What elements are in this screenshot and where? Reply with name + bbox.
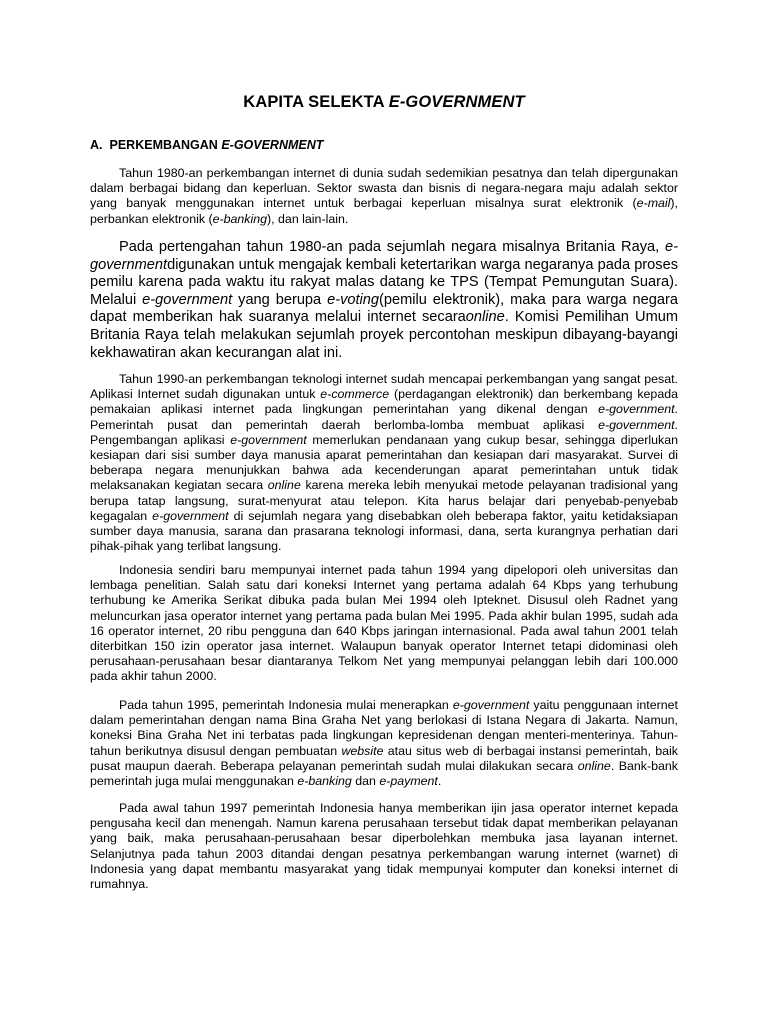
text-run: Pada pertengahan tahun 1980-an pada sejumlah negara misalnya Britania Raya,	[119, 239, 666, 255]
text-run: . Komisi Pemilihan Umum Britania Raya telah melakukan sejumlah proyek percontohan meskipun dibayang-bayangi kekhawatiran akan kecurangan alat ini.	[90, 309, 678, 361]
text-run: ), perbankan elektronik (	[90, 196, 678, 226]
text-run: memerlukan pendanaan yang cukup besar, sehingga diperlukan kesiapan dari sisi sumber daya manusia aparat pemerintahan dan kesiapan dari masyarakat. Survei di beberapa negara menunjukkan bahwa ada kecenderungan aparat pemerintahan untuk tidak melaksanakan kegiatan secara	[90, 432, 678, 493]
italic-text-run: online	[577, 758, 611, 773]
title-text: KAPITA SELEKTA	[243, 93, 389, 111]
italic-text-run: e-government	[230, 432, 307, 447]
italic-text-run: e-mail	[636, 196, 671, 211]
text-run: yaitu penggunaan internet dalam pemerintahan dengan nama Bina Graha Net yang berlokasi di Istana Negara di Jakarta. Namun, koneksi Bina Graha Net ini terbatas pada lingkungan kepresidenan dengan menteri-menterinya. Tahun-tahun berikutnya disusul dengan pembuatan	[90, 698, 678, 758]
text-run: (pemilu elektronik), maka para warga negara dapat memberikan hak suaranya melalui internet secara	[90, 291, 678, 326]
italic-text-run: e-voting	[327, 291, 380, 308]
text-run: di sejumlah negara yang disebabkan oleh beberapa faktor, yaitu ketidaksiapan sumber daya manusia, sarana dan prasarana teknologi informasi, dana, serta kurangnya perhatian dari pihak-pihak yang terlibat langsung.	[90, 508, 678, 554]
italic-text-run: e-government	[142, 291, 233, 308]
paragraph-4	[90, 563, 678, 685]
italic-text-run: e-commerce	[320, 387, 390, 402]
paragraph-2	[90, 239, 678, 362]
italic-text-run: online	[267, 478, 301, 493]
text-run: karena mereka lebih menyukai metode pelayanan tradisional yang berupa tatap langsung, surat-menyurat atau telepon. Kita harus belajar dari penyebab-penyebab kegagalan	[90, 478, 678, 523]
italic-text-run: e-banking	[212, 211, 268, 226]
section-heading-italic-text: E-GOVERNMENT	[221, 138, 324, 152]
title-italic-text: E-GOVERNMENT	[388, 93, 525, 111]
text-run: digunakan untuk mengajak kembali ketertarikan warga negaranya pada proses pemilu karena pada waktu itu rakyat malas datang ke TPS (Tempat Pemungutan Suara). Melalui	[90, 256, 678, 308]
text-run: Pada tahun 1995, pemerintah Indonesia mulai menerapkan	[119, 698, 453, 712]
section-number: A.	[90, 138, 103, 152]
text-run: . Pengembangan aplikasi	[90, 417, 678, 447]
italic-text-run: website	[341, 743, 384, 758]
italic-text-run: e-government	[598, 417, 675, 432]
paragraph-1	[90, 166, 678, 227]
text-run: . Pemerintah pusat dan pemerintah daerah berlomba-lomba membuat aplikasi	[90, 402, 678, 432]
text-run: ), dan lain-lain.	[267, 211, 349, 226]
text-run: yang berupa	[232, 291, 328, 308]
italic-text-run: e-government	[452, 698, 530, 712]
italic-text-run: e-payment	[379, 774, 438, 789]
paragraph-6	[90, 801, 678, 892]
paragraph-3	[90, 372, 678, 554]
text-run: Indonesia sendiri baru mempunyai internet pada tahun 1994 yang dipelopori oleh universitas dan lembaga penelitian. Salah satu dari koneksi Internet yang pertama adalah 64 Kbps yang terhubung terhubung ke Amerika Serikat dibuka pada bulan Mei 1994 oleh Ipteknet. Disusul oleh Radnet yang meluncurkan jasa operator internet yang pertama pada bulan Mei 1995. Pada akhir bulan 1995, sudah ada 16 operator internet, 20 ribu pengguna dan 640 Kbps jaringan internasional. Pada awal tahun 2001 telah diterbitkan 150 izin operator jasa internet. Walaupun banyak operator Internet tetapi didominasi oleh perusahaan-perusahaan besar diantaranya Telkom Net yang mempunyai pelanggan lebih dari 100.000 pada akhir tahun 2000.	[90, 563, 678, 684]
text-run: . Bank-bank pemerintah juga mulai menggunakan	[90, 758, 678, 789]
text-run: Tahun 1990-an perkembangan teknologi internet sudah mencapai perkembangan yang sangat pesat. Aplikasi Internet sudah digunakan untuk	[90, 372, 678, 402]
section-heading-text: PERKEMBANGAN	[109, 138, 222, 152]
text-run: .	[437, 774, 442, 789]
paragraph-5	[90, 698, 678, 789]
italic-text-run: e-government	[152, 508, 229, 523]
text-run: Tahun 1980-an perkembangan internet di dunia sudah sedemikian pesatnya dan telah dipergunakan dalam berbagai bidang dan keperluan. Sektor swasta dan bisnis di negara-negara maju adalah sektor yang banyak menggunakan internet untuk berbagai keperluan misalnya surat elektronik (	[90, 166, 678, 211]
text-run: dan	[351, 774, 380, 789]
text-run: Pada awal tahun 1997 pemerintah Indonesia hanya memberikan ijin jasa operator internet kepada pengusaha kecil dan menengah. Namun karena perusahaan tersebut tidak dapat memberikan pelayanan yang baik, maka perusahaan-perusahaan besar diperbolehkan membuka jasa layanan internet. Selanjutnya pada tahun 2003 ditandai dengan pesatnya perkembangan warung internet (warnet) di Indonesia yang dapat membantu masyarakat yang tidak mempunyai komputer dan koneksi internet di rumahnya.	[90, 801, 678, 892]
text-run: (perdagangan elektronik) dan berkembang kepada pemakaian aplikasi internet pada lingkungan pemerintahan yang dikenal dengan	[90, 387, 678, 417]
section-heading	[90, 138, 323, 152]
document-title	[0, 93, 768, 112]
text-run: atau situs web di berbagai instansi pemerintah, baik pusat maupun daerah. Beberapa pelayanan pemerintah sudah mulai dilakukan secara	[90, 743, 678, 773]
italic-text-run: online	[465, 309, 505, 326]
italic-text-run: e-banking	[297, 774, 352, 789]
italic-text-run: e-government	[90, 239, 678, 273]
italic-text-run: e-government	[598, 402, 675, 417]
